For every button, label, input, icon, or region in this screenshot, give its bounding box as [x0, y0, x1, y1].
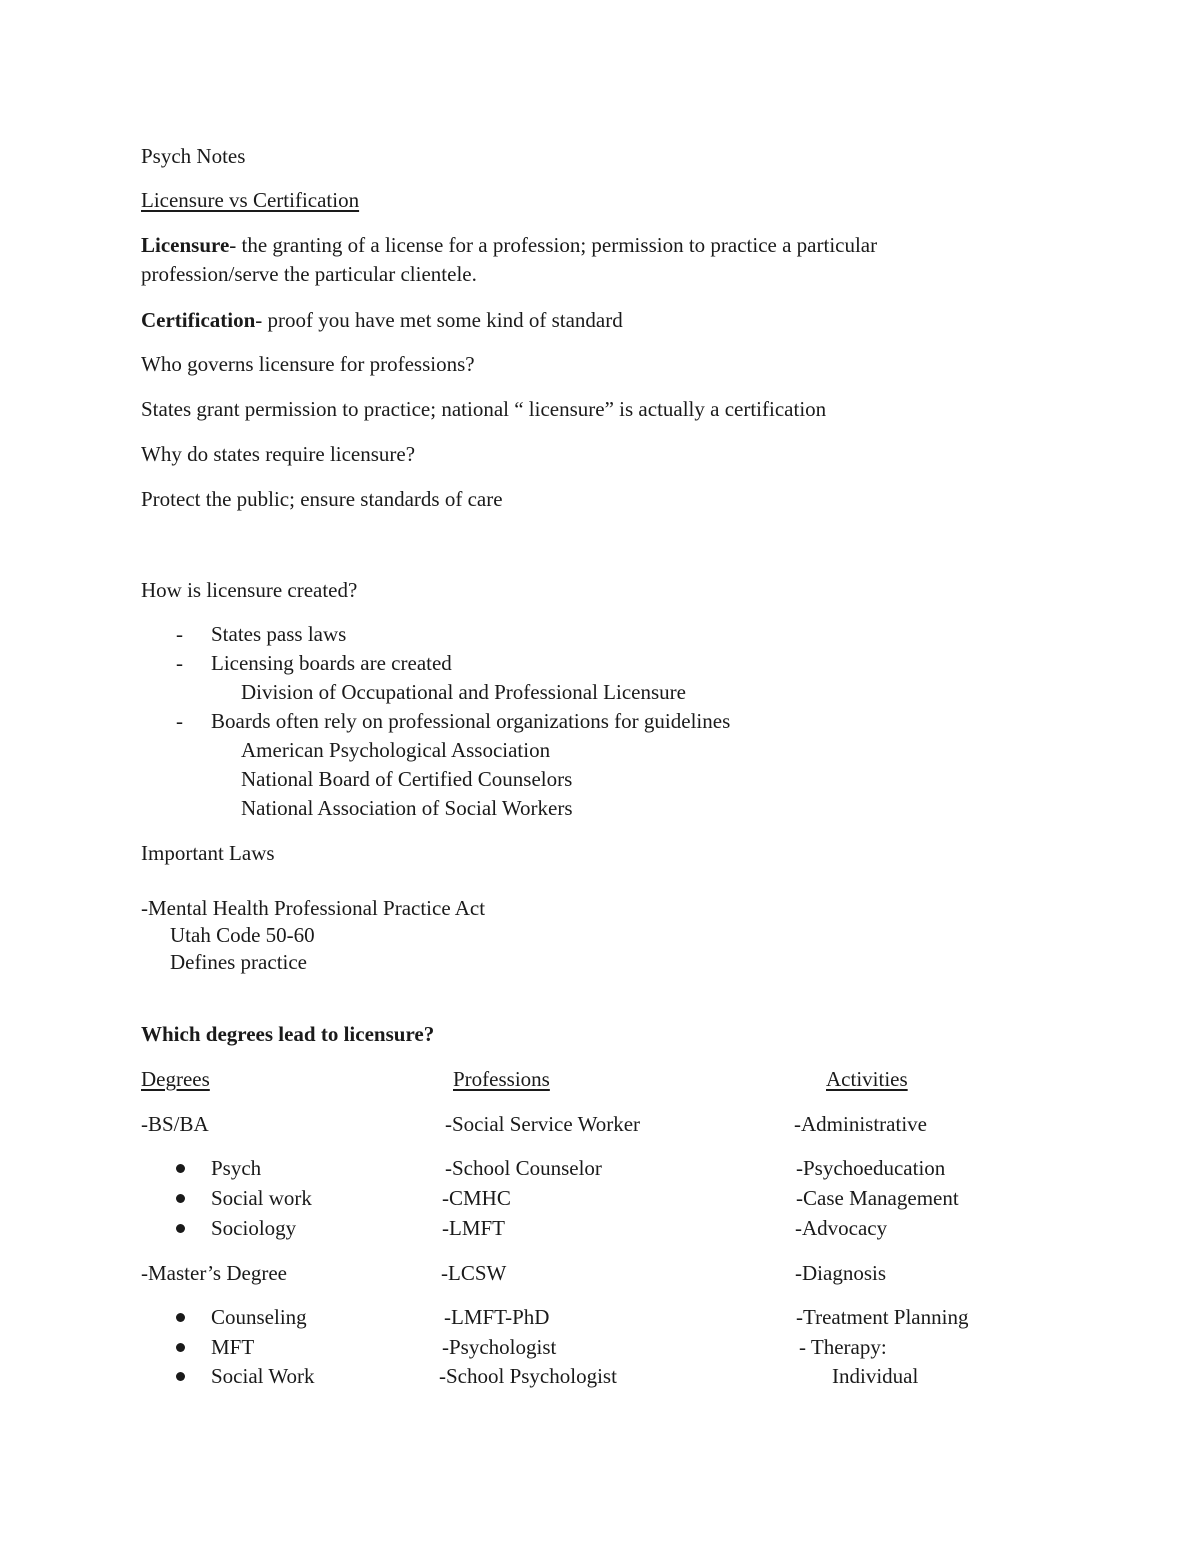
bullet-icon — [176, 1372, 185, 1381]
licensure-term: Licensure — [141, 233, 230, 257]
list-dash: - — [176, 709, 183, 733]
activity-item: -Diagnosis — [795, 1261, 886, 1285]
list-subitem: Division of Occupational and Professional Licensure — [241, 680, 686, 704]
profession-item: -LMFT-PhD — [444, 1305, 550, 1329]
licensure-definition-text: - the granting of a license for a profession; permission to practice a particular — [229, 233, 878, 257]
law-title: -Mental Health Professional Practice Act — [141, 896, 486, 920]
section-heading-important-laws: Important Laws — [141, 841, 275, 865]
licensure-definition-line2: profession/serve the particular clientele. — [141, 262, 477, 286]
degree-item: MFT — [211, 1335, 255, 1359]
question-why-require: Why do states require licensure? — [141, 442, 416, 466]
list-subitem: American Psychological Association — [241, 738, 551, 762]
certification-definition-text: - proof you have met some kind of standard — [255, 308, 623, 332]
bullet-icon — [176, 1343, 185, 1352]
degree-item: Social work — [211, 1186, 312, 1210]
bullet-icon — [176, 1164, 185, 1173]
licensure-definition-line1 — [141, 231, 877, 259]
profession-item: -CMHC — [442, 1186, 511, 1210]
degree-group: -Master’s Degree — [141, 1261, 287, 1285]
degree-item: Sociology — [211, 1216, 297, 1240]
answer-why-require: Protect the public; ensure standards of care — [141, 487, 503, 511]
list-item: Boards often rely on professional organizations for guidelines — [211, 709, 731, 733]
law-detail: Utah Code 50-60 — [170, 923, 315, 947]
profession-item: -School Psychologist — [439, 1364, 617, 1388]
bullet-icon — [176, 1313, 185, 1322]
list-dash: - — [176, 651, 183, 675]
bullet-icon — [176, 1194, 185, 1203]
certification-definition — [141, 306, 623, 334]
column-header-professions: Professions — [453, 1067, 550, 1091]
question-who-governs: Who governs licensure for professions? — [141, 352, 475, 376]
activity-item: -Advocacy — [795, 1216, 888, 1240]
answer-who-governs: States grant permission to practice; national “ licensure” is actually a certification — [141, 397, 827, 421]
document-title: Psych Notes — [141, 144, 246, 168]
activity-item: -Administrative — [794, 1112, 927, 1136]
certification-term: Certification — [141, 308, 256, 332]
section-heading-licensure-vs-certification: Licensure vs Certification — [141, 188, 360, 212]
activity-item: - Therapy: — [799, 1335, 887, 1359]
list-item: States pass laws — [211, 622, 347, 646]
question-how-created: How is licensure created? — [141, 578, 358, 602]
section-heading-degrees: Which degrees lead to licensure? — [141, 1022, 435, 1046]
profession-item: -School Counselor — [445, 1156, 602, 1180]
degree-item: Psych — [211, 1156, 262, 1180]
profession-item: -LMFT — [442, 1216, 505, 1240]
profession-item: -LCSW — [441, 1261, 507, 1285]
activity-item: -Treatment Planning — [796, 1305, 969, 1329]
profession-item: -Social Service Worker — [445, 1112, 641, 1136]
degree-item: Counseling — [211, 1305, 307, 1329]
law-detail: Defines practice — [170, 950, 308, 974]
degree-group: -BS/BA — [141, 1112, 209, 1136]
bullet-icon — [176, 1224, 185, 1233]
degree-item: Social Work — [211, 1364, 315, 1388]
list-subitem: National Board of Certified Counselors — [241, 767, 573, 791]
activity-item: -Case Management — [796, 1186, 959, 1210]
list-item: Licensing boards are created — [211, 651, 452, 675]
list-dash: - — [176, 622, 183, 646]
list-subitem: National Association of Social Workers — [241, 796, 573, 820]
profession-item: -Psychologist — [442, 1335, 557, 1359]
column-header-activities: Activities — [826, 1067, 908, 1091]
column-header-degrees: Degrees — [141, 1067, 210, 1091]
activity-subitem: Individual — [832, 1364, 919, 1388]
activity-item: -Psychoeducation — [796, 1156, 946, 1180]
